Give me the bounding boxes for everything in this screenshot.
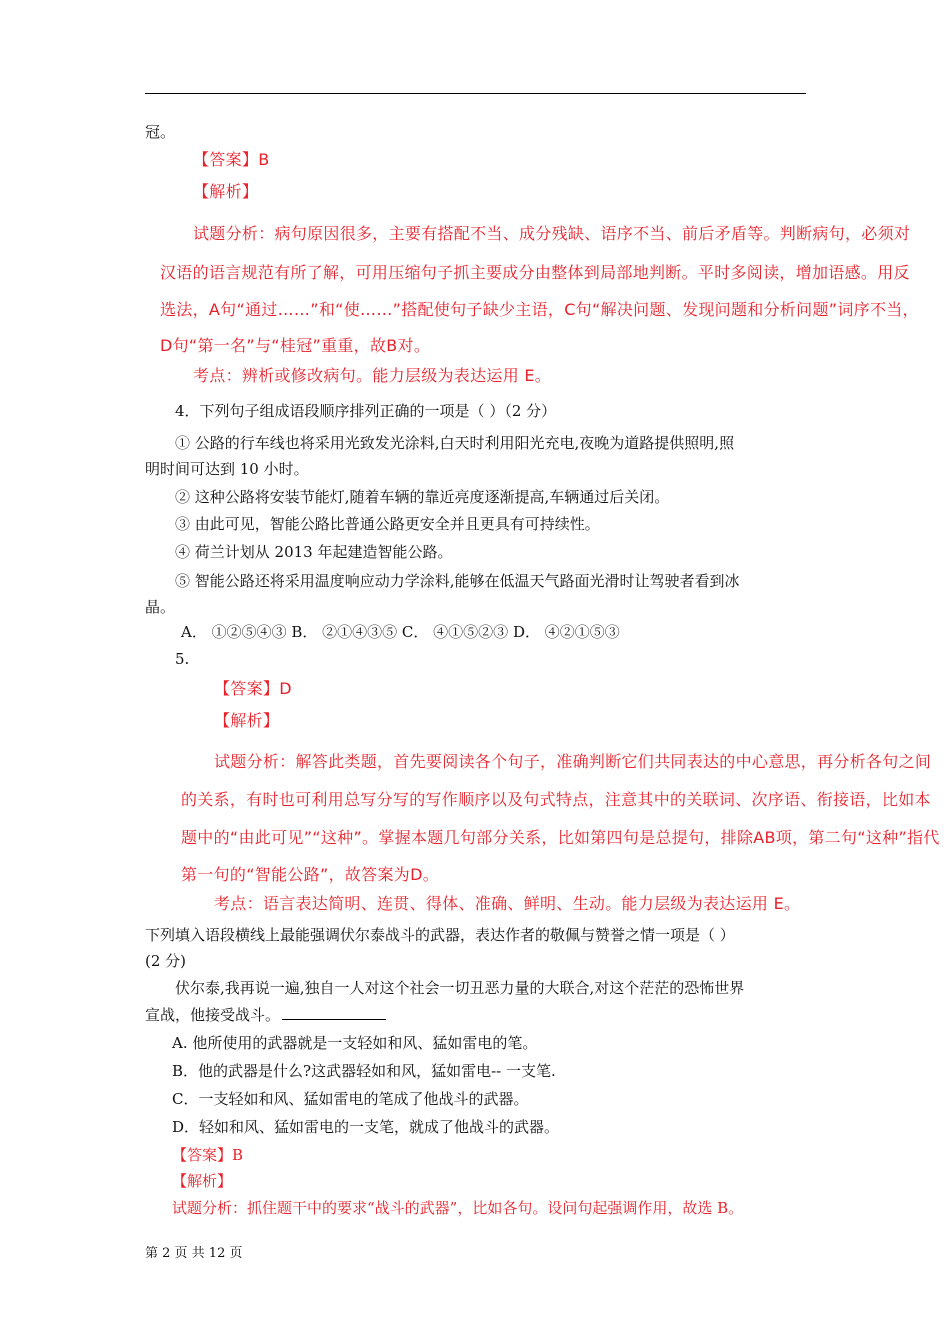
q5-stem-a: 下列填入语段横线上最能强调伏尔泰战斗的武器，表达作者的敬佩与赞誉之情一项是（ ）	[145, 926, 735, 944]
q4-sentence-2: ② 这种公路将安装节能灯,随着车辆的靠近亮度逐渐提高,车辆通过后关闭。	[175, 488, 670, 506]
q4-analysis-line-2: 的关系，有时也可利用总写分写的写作顺序以及句式特点，注意其中的关联词、次序语、衔接语，比如本	[181, 790, 931, 809]
q4-analysis-label: 【解析】	[214, 711, 280, 730]
q4-options: A． ①②⑤④③ B． ②①④③⑤ C． ④①⑤②③ D． ④②①⑤③	[181, 623, 620, 641]
page-footer: 第 2 页 共 12 页	[145, 1246, 243, 1261]
q5-option-a: A. 他所使用的武器就是一支轻如和风、猛如雷电的笔。	[172, 1034, 538, 1052]
q5-passage-a: 伏尔泰,我再说一遍,独自一人对这个社会一切丑恶力量的大联合,对这个茫茫的恐怖世界	[175, 979, 745, 997]
prev-analysis-line-1: 试题分析：病句原因很多，主要有搭配不当、成分残缺、语序不当、前后矛盾等。判断病句，必须对	[193, 224, 911, 243]
q5-number: 5.	[175, 650, 190, 668]
q5-analysis: 试题分析：抓住题干中的要求“战斗的武器”，比如各句。设问句起强调作用，故选 B。	[172, 1199, 744, 1217]
prev-point: 考点：辨析或修改病句。能力层级为表达运用 E。	[193, 366, 552, 385]
q5-option-c: C．一支轻如和风、猛如雷电的笔成了他战斗的武器。	[172, 1090, 529, 1108]
answer-blank	[282, 1005, 386, 1020]
q5-analysis-label: 【解析】	[172, 1172, 233, 1190]
q4-analysis-line-3: 题中的“由此可见”“这种”。掌握本题几句部分关系，比如第四句是总提句，排除AB项，第二句“这种”指代	[181, 828, 940, 847]
q4-sentence-1a: ① 公路的行车线也将采用光致发光涂料,白天时利用阳光充电,夜晚为道路提供照明,照	[175, 434, 735, 452]
header-rule	[145, 93, 806, 94]
q4-answer: 【答案】D	[214, 679, 292, 698]
q5-passage-b: 宣战，他接受战斗。	[145, 1006, 281, 1024]
q5-stem-b: (2 分)	[145, 952, 187, 970]
q4-stem: 4．下列句子组成语段顺序排列正确的一项是（ ）（2 分）	[175, 402, 557, 420]
q4-sentence-1b: 明时间可达到 10 小时。	[145, 460, 309, 478]
q4-sentence-4: ④ 荷兰计划从 2013 年起建造智能公路。	[175, 543, 453, 561]
prev-tail-text: 冠。	[145, 123, 176, 141]
q4-sentence-5b: 晶。	[145, 598, 176, 616]
q5-answer: 【答案】B	[172, 1146, 244, 1164]
prev-analysis-line-3: 选法，A句“通过……”和“使……”搭配使句子缺少主语，C句“解决问题、发现问题和分析问题”词序不当，	[160, 300, 919, 319]
prev-analysis-label: 【解析】	[193, 182, 259, 201]
q4-sentence-3: ③ 由此可见，智能公路比普通公路更安全并且更具有可持续性。	[175, 515, 600, 533]
q4-sentence-5a: ⑤ 智能公路还将采用温度响应动力学涂料,能够在低温天气路面光滑时让驾驶者看到冰	[175, 572, 740, 590]
q4-analysis-line-4: 第一句的“智能公路”，故答案为D。	[181, 865, 439, 884]
q4-analysis-line-1: 试题分析：解答此类题，首先要阅读各个句子，准确判断它们共同表达的中心意思，再分析各句之间	[214, 752, 932, 771]
q5-passage-b-line	[145, 1005, 386, 1025]
q5-option-d: D．轻如和风、猛如雷电的一支笔，就成了他战斗的武器。	[172, 1118, 560, 1136]
prev-analysis-line-4: D句“第一名”与“桂冠”重重，故B对。	[160, 336, 431, 355]
prev-answer: 【答案】B	[193, 150, 270, 169]
q4-point: 考点：语言表达简明、连贯、得体、准确、鲜明、生动。能力层级为表达运用 E。	[214, 894, 801, 913]
prev-analysis-line-2: 汉语的语言规范有所了解，可用压缩句子抓主要成分由整体到局部地判断。平时多阅读，增加语感。用反	[160, 263, 910, 282]
q5-option-b: B．他的武器是什么?这武器轻如和风，猛如雷电-- 一支笔.	[172, 1062, 556, 1080]
